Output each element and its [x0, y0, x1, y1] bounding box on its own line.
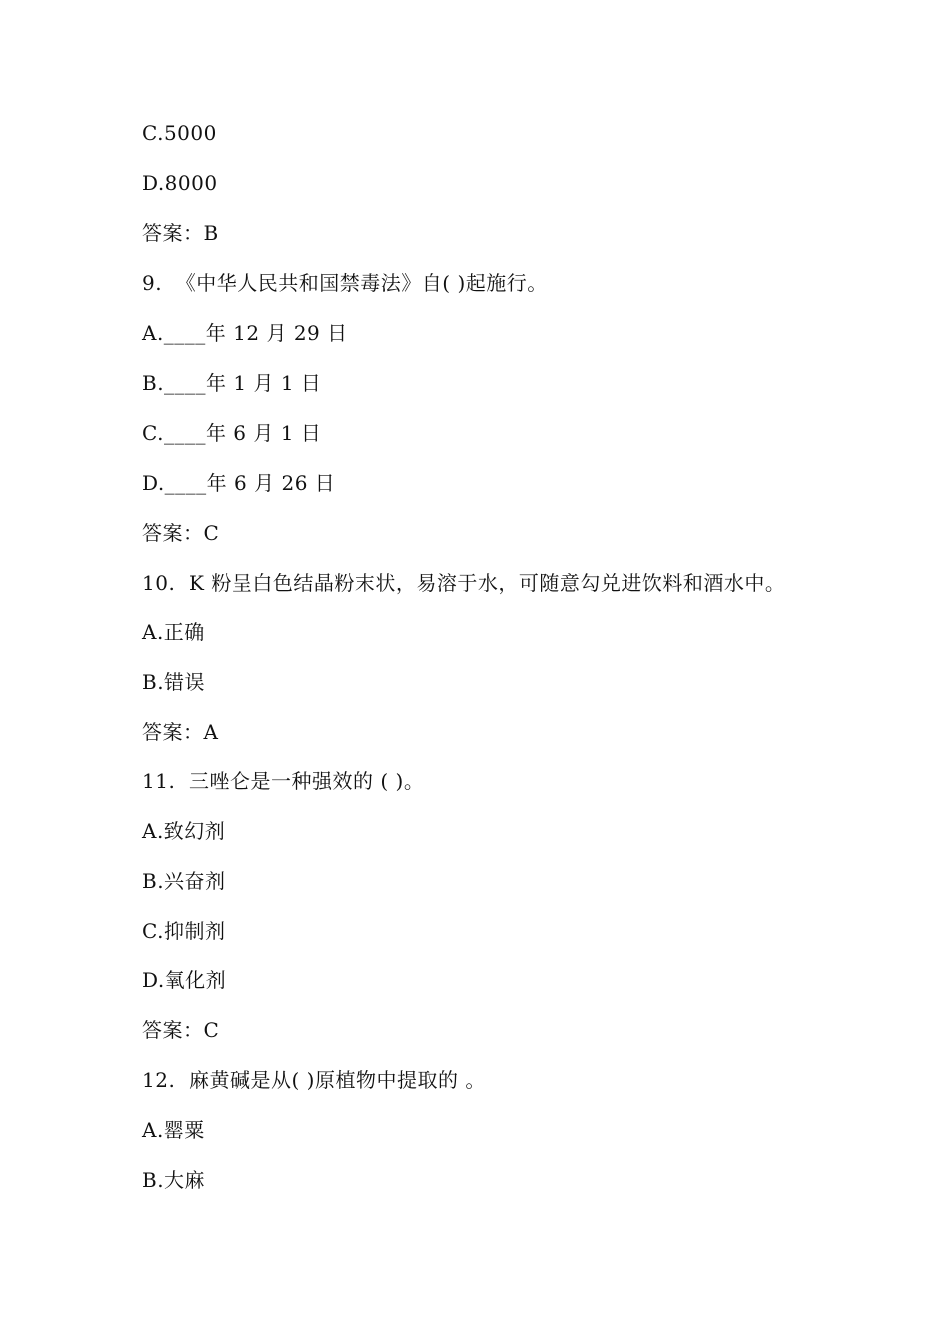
- question-line: 12. 麻黄碱是从( )原植物中提取的 。: [142, 1068, 486, 1092]
- option-line: A.____年 12 月 29 日: [142, 321, 348, 345]
- option-line: A.罂粟: [142, 1118, 205, 1142]
- option-line: D.氧化剂: [142, 968, 227, 992]
- question-line: 11. 三唑仑是一种强效的 ( )。: [142, 769, 425, 793]
- option-line: A.正确: [142, 620, 205, 644]
- option-line: D.____年 6 月 26 日: [142, 471, 336, 495]
- option-line: B.____年 1 月 1 日: [142, 371, 322, 395]
- option-line: B.大麻: [142, 1168, 206, 1192]
- answer-line: 答案：C: [142, 521, 220, 545]
- question-line: 10. K 粉呈白色结晶粉末状，易溶于水，可随意勾兑进饮料和酒水中。: [142, 571, 786, 595]
- option-line: C.____年 6 月 1 日: [142, 421, 322, 445]
- answer-line: 答案：A: [142, 720, 219, 744]
- answer-line: 答案：C: [142, 1018, 220, 1042]
- option-line: A.致幻剂: [142, 819, 226, 843]
- question-line: 9. 《中华人民共和国禁毒法》自( )起施行。: [142, 271, 548, 295]
- option-line: B.错误: [142, 670, 206, 694]
- answer-line: 答案：B: [142, 221, 219, 245]
- option-line: C.5000: [142, 121, 217, 145]
- option-line: D.8000: [142, 171, 218, 195]
- option-line: B.兴奋剂: [142, 869, 226, 893]
- option-line: C.抑制剂: [142, 919, 226, 943]
